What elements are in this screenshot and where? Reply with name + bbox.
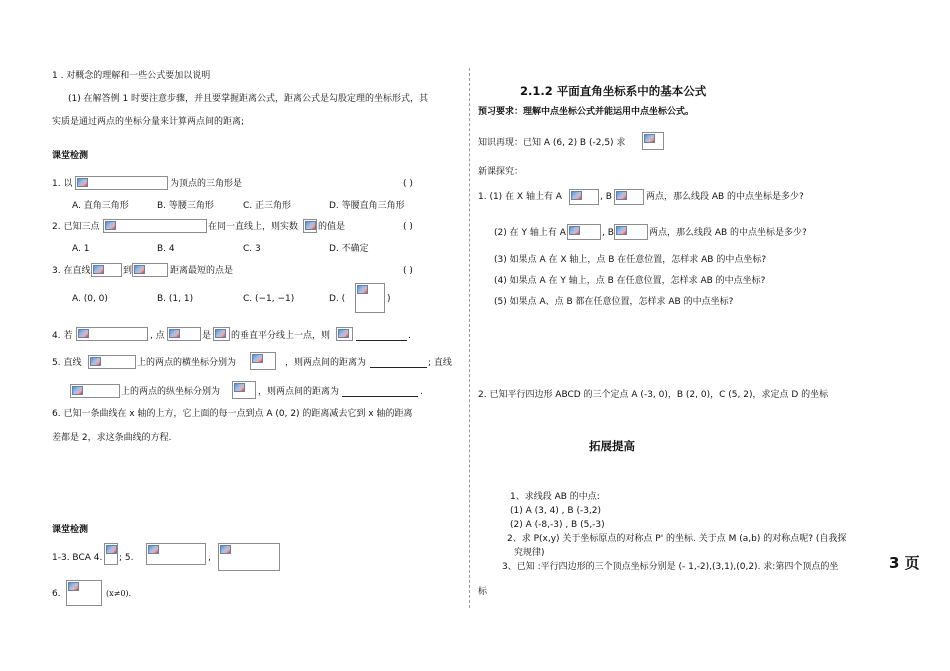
formula-image [146, 543, 206, 565]
formula-image [213, 327, 230, 341]
extension-heading: 拓展提高 [589, 439, 635, 453]
page-number: 3 页 [889, 554, 920, 572]
q1-paren: ( ) [403, 179, 413, 189]
answers-comma: , [208, 553, 211, 563]
ext-1a: (1) A (3, 4) , B (-3,2) [510, 506, 602, 516]
formula-image [70, 384, 120, 398]
formula-image [567, 224, 601, 240]
formula-image [614, 224, 648, 240]
ext-2-line-2: 究规律) [514, 548, 545, 558]
answers-sep: ; 5. [119, 553, 134, 563]
q5-text-a: 5. 直线 [52, 358, 82, 368]
image-placeholder-icon [105, 221, 116, 230]
q5-text-e: 上的两点的纵坐标分别为 [121, 387, 221, 397]
q3-option-d-close: ) [387, 294, 391, 304]
q5-text-f: ，则两点间的距离为 [258, 387, 340, 397]
intro-body-1: (1) 在解答例 1 时要注意步骤，并且要掌握距离公式，距离公式是勾股定理的坐标形式，其 [68, 94, 429, 104]
ext-2-line-1: 2、求 P(x,y) 关于坐标原点的对称点 P' 的坐标. 关于点 M (a,b) 的对称点呢? (自我探 [507, 534, 847, 544]
p1-text-c: 两点，那么线段 AB 的中点坐标是多少? [646, 192, 804, 202]
image-placeholder-icon [68, 582, 79, 591]
image-placeholder-icon [357, 285, 368, 294]
q3-option-d: D. ( [329, 294, 346, 304]
answer-blank [370, 367, 427, 368]
p2-text-b: , B [602, 228, 614, 238]
answer-blank [356, 340, 407, 341]
q2-text-a: 2. 已知三点 [52, 222, 100, 232]
q3-paren: ( ) [403, 266, 413, 276]
image-placeholder-icon [78, 329, 89, 338]
q4-text-c: 是 [202, 331, 212, 341]
image-placeholder-icon [169, 329, 180, 338]
p2-text-c: 两点，那么线段 AB 的中点坐标是多少? [649, 228, 807, 238]
q1-option-a: A. 直角三角形 [72, 201, 129, 211]
image-placeholder-icon [571, 191, 582, 200]
image-placeholder-icon [569, 226, 580, 235]
image-placeholder-icon [77, 178, 88, 187]
q1-text-a: 1. 以 [52, 179, 73, 189]
p3: (3) 如果点 A 在 X 轴上，点 B 在任意位置，怎样求 AB 的中点坐标? [494, 255, 767, 265]
q5-text-b: 上的两点的横坐标分别为 [137, 358, 237, 368]
intro-body-2: 实质是通过两点的坐标分量来计算两点间的距离; [52, 117, 245, 127]
formula-image [614, 189, 644, 205]
q4-text-a: 4. 若 [52, 331, 73, 341]
ext-1: 1、求线段 AB 的中点: [510, 492, 600, 502]
formula-image [232, 381, 256, 399]
q1-text-b: 为顶点的三角形是 [170, 179, 243, 189]
image-placeholder-icon [215, 329, 226, 338]
formula-image [303, 219, 317, 233]
p1-text-a: 1. (1) 在 X 轴上有 A [478, 192, 562, 202]
q6-line-1: 6. 已知一条曲线在 x 轴的上方，它上面的每一点到点 A (0, 2) 的距离减去它到 x 轴的距离 [52, 409, 413, 419]
ext-3-line-1: 3、已知 :平行四边形的三个顶点坐标分别是 (- 1,-2),(3,1),(0,2). 求:第四个顶点的坐 [502, 562, 839, 572]
answers-line-1: 1-3. BCA 4. [52, 553, 103, 563]
knowledge-review: 知识再现：已知 A (6, 2) B (-2,5) 求 [478, 138, 626, 148]
q3-option-b: B. (1, 1) [157, 294, 194, 304]
image-placeholder-icon [106, 545, 117, 554]
formula-image [75, 176, 168, 190]
q5-end: . [420, 387, 423, 397]
q1-option-b: B. 等腰三角形 [157, 201, 214, 211]
p5: (5) 如果点 A、点 B 都在任意位置，怎样求 AB 的中点坐标? [494, 297, 734, 307]
formula-image [336, 327, 353, 341]
formula-image [66, 580, 102, 606]
image-placeholder-icon [338, 329, 349, 338]
q1-option-d: D. 等腰直角三角形 [329, 201, 405, 211]
answers-condition: (x≠0). [106, 589, 132, 598]
ext-3-line-2: 标 [478, 587, 488, 597]
image-placeholder-icon [644, 134, 655, 143]
image-placeholder-icon [616, 191, 627, 200]
q2-option-c: C. 3 [243, 244, 261, 254]
answers-heading: 课堂检测 [52, 525, 89, 535]
q2-text-c: 的值是 [318, 222, 346, 232]
q2-option-b: B. 4 [157, 244, 175, 254]
p2-text-a: (2) 在 Y 轴上有 A [494, 228, 566, 238]
q4-end: . [408, 331, 411, 341]
q3-option-a: A. (0, 0) [72, 294, 108, 304]
q5-text-c: ，则两点间的距离为 [285, 358, 367, 368]
formula-image [132, 263, 168, 277]
formula-image [103, 219, 207, 233]
q3-text-a: 3. 在直线 [52, 266, 91, 276]
q2-option-a: A. 1 [72, 244, 90, 254]
image-placeholder-icon [148, 545, 159, 554]
check-heading: 课堂检测 [52, 151, 89, 161]
q2-option-d: D. 不确定 [329, 244, 369, 254]
answers-line-6: 6. [52, 589, 61, 599]
image-placeholder-icon [234, 383, 245, 392]
formula-image [88, 355, 136, 369]
prerequisite: 预习要求：理解中点坐标公式并能运用中点坐标公式。 [478, 107, 695, 117]
p1-text-b: , B [600, 192, 612, 202]
q2-parallelogram: 2. 已知平行四边形 ABCD 的三个定点 A (-3, 0)，B (2, 0)，C (5, 2)，求定点 D 的坐标 [478, 390, 829, 400]
image-placeholder-icon [93, 265, 104, 274]
q2-paren: ( ) [403, 222, 413, 232]
image-placeholder-icon [252, 354, 263, 363]
formula-image [76, 327, 148, 341]
explore-heading: 新课探究： [478, 167, 524, 177]
q2-text-b: 在同一直线上，则实数 [208, 222, 299, 232]
image-placeholder-icon [220, 545, 231, 554]
image-placeholder-icon [72, 386, 83, 395]
image-placeholder-icon [90, 357, 101, 366]
intro-title: 1 . 对概念的理解和一些公式要加以说明 [52, 71, 211, 81]
q3-text-b: 到 [123, 266, 133, 276]
image-placeholder-icon [305, 221, 316, 230]
image-placeholder-icon [616, 226, 627, 235]
formula-image [167, 327, 201, 341]
formula-image [250, 352, 276, 370]
q3-option-c: C. (−1, −1) [243, 294, 295, 304]
p4: (4) 如果点 A 在 Y 轴上，点 B 在任意位置，怎样求 AB 的中点坐标? [494, 276, 766, 286]
formula-image [104, 543, 118, 565]
q6-line-2: 差都是 2，求这条曲线的方程. [52, 433, 172, 443]
q3-text-c: 距离最短的点是 [170, 266, 234, 276]
answer-blank [342, 396, 418, 397]
column-divider [469, 68, 470, 608]
formula-image [642, 132, 664, 150]
formula-image [91, 263, 122, 277]
q4-text-b: , 点 [150, 331, 165, 341]
q5-text-d: ; 直线 [428, 358, 452, 368]
formula-image [355, 283, 385, 313]
formula-image [218, 543, 280, 571]
q1-option-c: C. 正三角形 [243, 201, 292, 211]
image-placeholder-icon [134, 265, 145, 274]
q4-text-d: 的垂直平分线上一点，则 [231, 331, 331, 341]
section-title: 2.1.2 平面直角坐标系中的基本公式 [520, 84, 707, 98]
ext-1b: (2) A (-8,-3) , B (5,-3) [510, 520, 605, 530]
formula-image [569, 189, 599, 205]
